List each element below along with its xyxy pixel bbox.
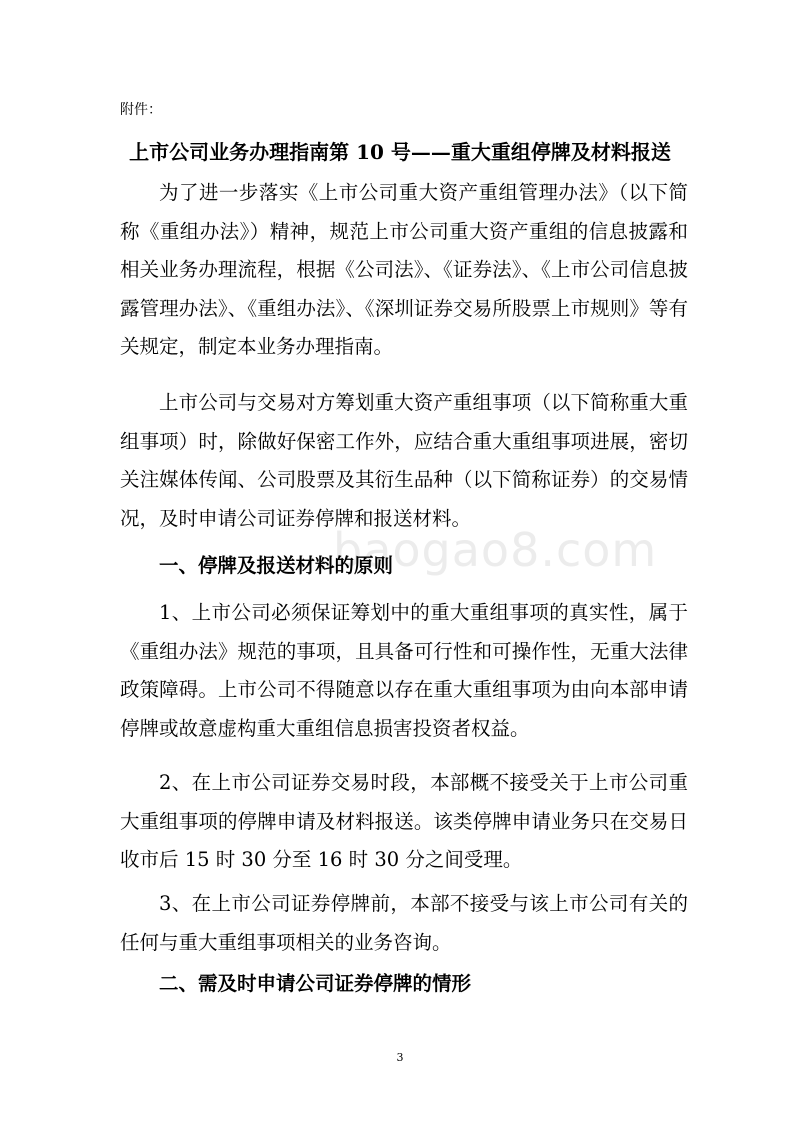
document-title: 上市公司业务办理指南第 10 号——重大重组停牌及材料报送 [129,140,671,164]
context-paragraph: 上市公司与交易对方筹划重大资产重组事项（以下简称重大重组事项）时，除做好保密工作外，应结合重大重组事项进展，密切关注媒体传闻、公司股票及其衍生品种（以下简称证券）的交易情况，及时申请公司证券停牌和报送材料。 [120,391,688,530]
page-number: 3 [396,1051,404,1064]
intro-paragraph: 为了进一步落实《上市公司重大资产重组管理办法》（以下简称《重组办法》）精神，规范上市公司重大资产重组的信息披露和相关业务办理流程，根据《公司法》、《证券法》、《上市公司信息披露管理办法》、《重组办法》、《深圳证券交易所股票上市规则》等有关规定，制定本业务办理指南。 [120,181,688,358]
attachment-label: 附件： [120,102,162,118]
section-heading-suspension-cases: 二、需及时申请公司证券停牌的情形 [159,972,472,995]
watermark: baogao8.com [333,523,658,577]
principle-item-3: 3、在上市公司证券停牌前，本部不接受与该上市公司有关的任何与重大重组事项相关的业务咨询。 [120,892,688,954]
principle-item-2: 2、在上市公司证券交易时段，本部概不接受关于上市公司重大重组事项的停牌申请及材料报送。该类停牌申请业务只在交易日收市后 15 时 30 分至 16 时 30 分之间受理。 [120,771,688,871]
principle-item-1: 1、上市公司必须保证筹划中的重大重组事项的真实性，属于《重组办法》规范的事项，且具备可行性和可操作性，无重大法律政策障碍。上市公司不得随意以存在重大重组事项为由向本部申请停牌或故意虚构重大重组信息损害投资者权益。 [120,601,688,740]
section-heading-principles: 一、停牌及报送材料的原则 [159,554,394,577]
